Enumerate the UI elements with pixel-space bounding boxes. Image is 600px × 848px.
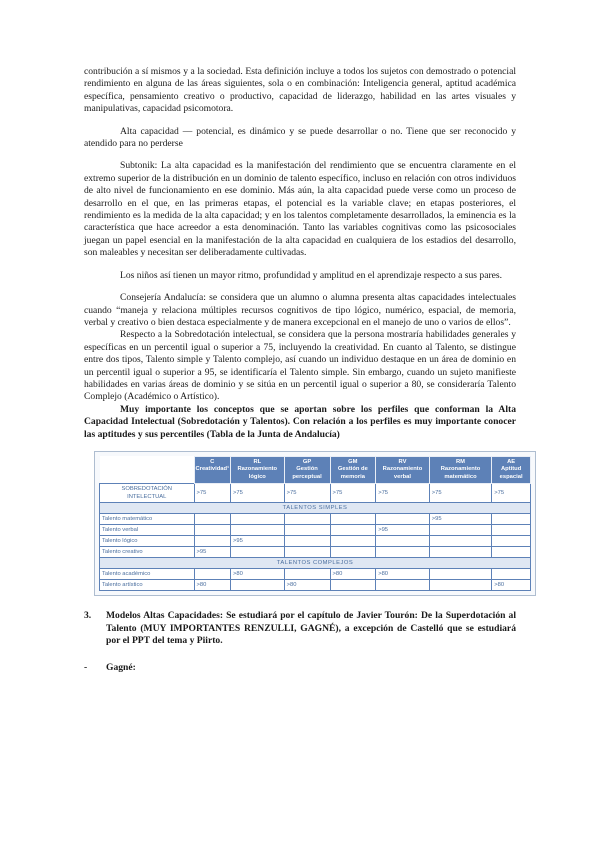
column-header: AE Aptitud espacial: [492, 456, 531, 484]
section-row: [100, 558, 531, 569]
column-header: RM Razonamiento matemático: [429, 456, 491, 484]
table-cell: [330, 536, 376, 547]
row-label: Talento artístico: [100, 580, 195, 591]
table-cell: >75: [330, 484, 376, 503]
table-cell: [231, 514, 285, 525]
list-dash: -: [84, 661, 88, 673]
row-label: Talento matemático: [100, 514, 195, 525]
table-cell: [194, 569, 231, 580]
table-cell: >80: [231, 569, 285, 580]
table-cell: [330, 547, 376, 558]
table-cell: >95: [194, 547, 231, 558]
table-cell: >95: [231, 536, 285, 547]
dash-item-gagne: [84, 662, 516, 674]
table-cell: >75: [231, 484, 285, 503]
paragraph-consejeria: Consejería Andalucía: se considera que un alumno o alumna presenta altas capacidades intelectuales cuando “maneja y relaciona múltiples recursos cognitivos de tipo lógico, numérico, espacial, de memoria, verbal y creativo o bien destaca especialmente y de manera excepcional en el manejo de uno o varios de ellos”.: [84, 292, 516, 328]
column-header: RL Razonamiento lógico: [231, 456, 285, 484]
table-cell: [284, 569, 330, 580]
column-header: GM Gestión de memoria: [330, 456, 376, 484]
table-cell: [284, 536, 330, 547]
row-label: Talento lógico: [100, 536, 195, 547]
table-cell: >95: [429, 514, 491, 525]
percentile-table-figure: [94, 451, 536, 597]
table-cell: [492, 514, 531, 525]
table-cell: [376, 547, 430, 558]
table-cell: [492, 569, 531, 580]
table-row: [100, 514, 531, 525]
percentile-table: [99, 456, 531, 592]
column-header: GP Gestión perceptual: [284, 456, 330, 484]
table-cell: [429, 536, 491, 547]
table-cell: >75: [194, 484, 231, 503]
table-cell: >75: [376, 484, 430, 503]
table-cell: [194, 525, 231, 536]
table-row: [100, 525, 531, 536]
table-cell: [492, 547, 531, 558]
table-cell: >75: [284, 484, 330, 503]
table-cell: [429, 580, 491, 591]
paragraph-ninos: Los niños así tienen un mayor ritmo, profundidad y amplitud en el aprendizaje respecto a sus pares.: [120, 269, 503, 281]
column-header: RV Razonamiento verbal: [376, 456, 430, 484]
section-row: [100, 503, 531, 514]
table-cell: >80: [376, 569, 430, 580]
table-cell: [231, 547, 285, 558]
list-number: 3.: [84, 610, 92, 622]
list-item-text: Gagné:: [106, 661, 136, 673]
table-row: [100, 569, 531, 580]
table-cell: [284, 547, 330, 558]
table-cell: [429, 569, 491, 580]
table-cell: [376, 514, 430, 525]
table-cell: [284, 514, 330, 525]
table-cell: [492, 536, 531, 547]
section-title: TALENTOS SIMPLES: [100, 503, 531, 514]
paragraph-subtonik: Subtonik: La alta capacidad es la manifestación del rendimiento que se encuentra claramente en el extremo superior de la distribución en un dominio de talento específico, incluso en relación con otros individuos de alto nivel de funcionamiento en ese dominio. Más aún, la alta capacidad puede verse como un proceso de desarrollo en el que, en las primeras etapas, el potencial es la variable clave; en etapas posteriores, el rendimiento es la medida de la alta capacidad; y en los talentos completamente desarrollados, la eminencia es la característica que hace acreedor a esta denominación. Tanto las variables cognitivas como las psicosociales juegan un papel esencial en la manifestación de la alta capacidad en cualquiera de los estadios del desarrollo, son maleables y necesitan ser deliberadamente cultivadas.: [84, 160, 516, 259]
table-cell: [376, 580, 430, 591]
table-cell: [194, 536, 231, 547]
table-row: [100, 547, 531, 558]
table-corner: [100, 456, 195, 484]
table-cell: >75: [429, 484, 491, 503]
row-label: Talento creativo: [100, 547, 195, 558]
table-cell: [231, 580, 285, 591]
paragraph-alta-capacidad: Alta capacidad –– potencial, es dinámico y se puede desarrollar o no. Tiene que ser reconocido y atendido para no perderse: [84, 125, 516, 150]
table-cell: [330, 514, 376, 525]
table-cell: [330, 580, 376, 591]
row-label: SOBREDOTACIÓN INTELECTUAL: [100, 484, 195, 503]
table-row: [100, 484, 531, 503]
row-label: Talento verbal: [100, 525, 195, 536]
numbered-item-3: [84, 610, 516, 647]
table-cell: >80: [194, 580, 231, 591]
document-page: [84, 66, 523, 674]
list-item-text: Modelos Altas Capacidades: Se estudiará por el capítulo de Javier Tourón: De la Superdotación al Talento (MUY IMPORTANTES RENZULLI, GAGNÉ), a excepción de Castelló que se estudiará por el PPT del tema y Piirto.: [106, 610, 516, 647]
row-label: Talento académico: [100, 569, 195, 580]
table-cell: >80: [492, 580, 531, 591]
paragraph-definition: contribución a sí mismos y a la sociedad. Esta definición incluye a todos los sujetos con demostrado o potencial rendimiento en alguna de las áreas siguientes, sola o en combinación: Inteligencia general, aptitud académica específica, pensamiento creativo o productivo, capacidad de liderazgo, habilidad en las artes visuales y manipulativas, capacidad psicomotora.: [84, 66, 516, 115]
table-cell: >80: [330, 569, 376, 580]
table-cell: [284, 525, 330, 536]
table-cell: [376, 536, 430, 547]
table-cell: >95: [376, 525, 430, 536]
table-cell: >80: [284, 580, 330, 591]
paragraph-perfiles: Muy importante los conceptos que se aportan sobre los perfiles que conforman la Alta Capacidad Intelectual (Sobredotación y Talentos). Con relación a los perfiles es muy importante conocer las aptitudes y sus percentiles (Tabla de la Junta de Andalucía): [84, 403, 516, 440]
table-cell: [492, 525, 531, 536]
table-cell: [330, 525, 376, 536]
table-row: [100, 536, 531, 547]
column-header: C Creatividad¹: [194, 456, 231, 484]
table-cell: [429, 547, 491, 558]
paragraph-sobredotacion: Respecto a la Sobredotación intelectual, se considera que la persona mostraría habilidades generales y específicas en un percentil igual o superior a 75, incluyendo la creatividad. En cuanto al Talento, se distingue entre dos tipos, Talento simple y Talento complejo, así cuando un individuo destaque en un área de dominio en un percentil igual o superior a 95, se identificaría el Talento simple. Sin embargo, cuando un sujeto manifieste habilidades en varias áreas de dominio y se sitúa en un percentil igual o superior a 80, se consideraría Talento Complejo (Académico o Artístico).: [84, 329, 516, 403]
table-cell: [194, 514, 231, 525]
table-header-row: [100, 456, 531, 484]
table-row: [100, 580, 531, 591]
table-cell: [231, 525, 285, 536]
table-cell: >75: [492, 484, 531, 503]
table-cell: [429, 525, 491, 536]
section-title: TALENTOS COMPLEJOS: [100, 558, 531, 569]
